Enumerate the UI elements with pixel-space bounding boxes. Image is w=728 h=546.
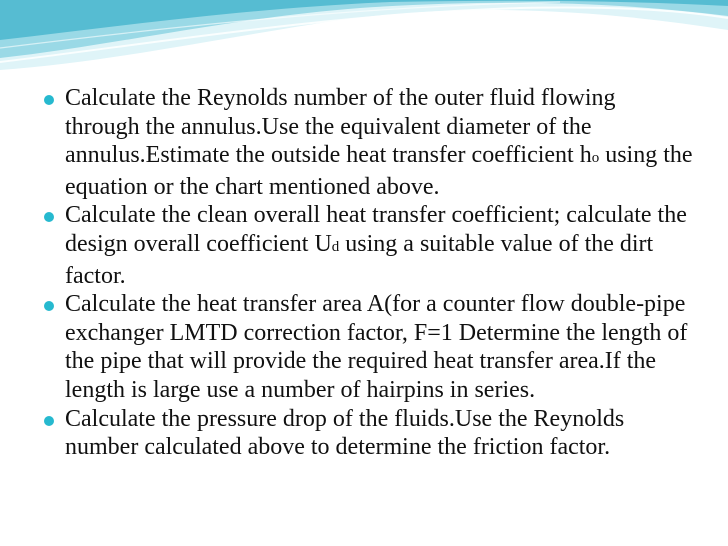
bullet-item (44, 290, 694, 404)
bullet-item (44, 201, 694, 290)
bullet-text: Calculate the heat transfer area A(for a counter flow double-pipe exchanger LMTD correction factor, F=1 Determine the length of the pipe that will provide the required heat transfer area.If the length is large use a number of hairpins in series. (65, 291, 688, 403)
bullet-icon (44, 301, 54, 311)
bullet-item (44, 405, 694, 462)
subscript-d: d (331, 238, 340, 255)
bullet-icon (44, 416, 54, 426)
bullet-text-continued: using the equation or the chart mentioned above. (65, 142, 693, 200)
bullet-item (44, 84, 694, 201)
bullet-icon (44, 212, 54, 222)
bullet-text: Calculate the pressure drop of the fluids.Use the Reynolds number calculated above to determine the friction factor. (65, 405, 625, 461)
header-wave-decoration (0, 0, 728, 90)
bullet-text: Calculate the clean overall heat transfer coefficient; calculate the design overall coefficient U (65, 202, 687, 257)
bullet-icon (44, 95, 54, 105)
bullet-text-continued: using a suitable value of the dirt factor. (65, 230, 654, 289)
bullet-list (44, 84, 694, 462)
subscript-o: o (591, 150, 600, 167)
bullet-text: Calculate the Reynolds number of the outer fluid flowing through the annulus.Use the equivalent diameter of the annulus.Estimate the outside heat transfer coefficient h (65, 85, 616, 169)
